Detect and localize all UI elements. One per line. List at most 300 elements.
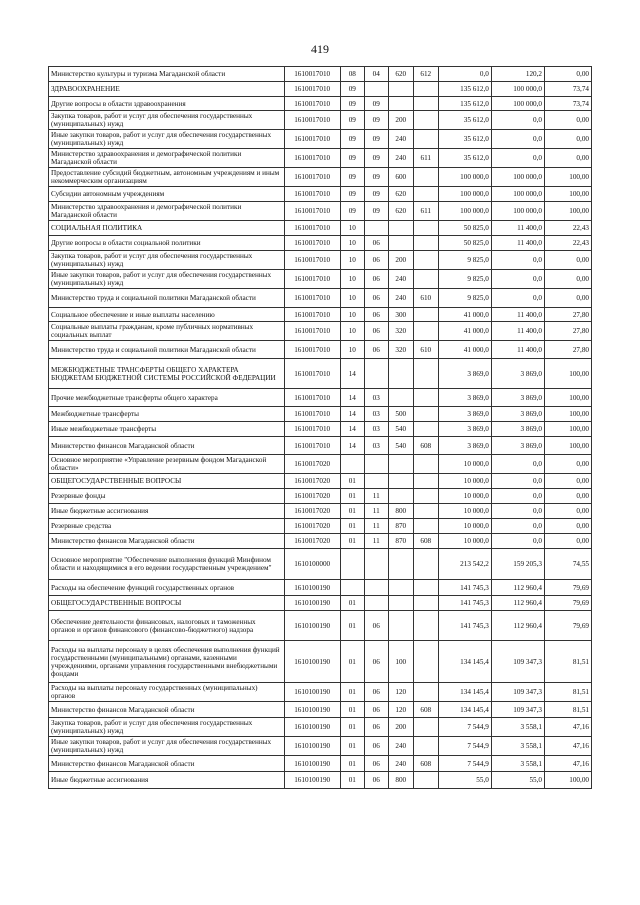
- cell-podrazdel: 06: [364, 702, 388, 718]
- cell-vid: 870: [388, 519, 413, 534]
- cell-podrazdel: 09: [364, 97, 388, 111]
- cell-vid: 300: [388, 308, 413, 322]
- cell-podrazdel: 04: [364, 67, 388, 82]
- cell-razdel: 10: [340, 270, 364, 289]
- cell-razdel: 09: [340, 149, 364, 168]
- cell-name: Расходы на выплаты персоналу в целях обеспечения выполнения функций государственными (муниципальными) органами, казенными учреждениями, органами управления государственными внебюджетными фондами: [49, 641, 285, 683]
- cell-razdel: 10: [340, 341, 364, 359]
- cell-vid: 620: [388, 67, 413, 82]
- cell-name: Резервные средства: [49, 519, 285, 534]
- cell-v3: 0,00: [545, 289, 592, 308]
- cell-vid: 870: [388, 534, 413, 549]
- cell-kvsr: [413, 308, 438, 322]
- cell-vid: 620: [388, 202, 413, 221]
- cell-v3: 0,00: [545, 474, 592, 489]
- cell-razdel: 01: [340, 474, 364, 489]
- cell-v1: 134 145,4: [438, 702, 491, 718]
- cell-v1: 7 544,9: [438, 737, 491, 756]
- cell-code: 1610017020: [284, 455, 340, 474]
- cell-kvsr: [413, 504, 438, 519]
- cell-code: 1610017010: [284, 149, 340, 168]
- cell-v1: 3 869,0: [438, 407, 491, 422]
- cell-vid: 240: [388, 756, 413, 772]
- cell-code: 1610017010: [284, 111, 340, 130]
- cell-kvsr: [413, 407, 438, 422]
- table-row: [49, 756, 592, 772]
- cell-v1: 35 612,0: [438, 149, 491, 168]
- cell-v1: 10 000,0: [438, 455, 491, 474]
- cell-v1: 7 544,9: [438, 756, 491, 772]
- cell-v3: 100,00: [545, 422, 592, 437]
- cell-v2: 11 400,0: [491, 221, 544, 236]
- cell-podrazdel: [364, 359, 388, 389]
- table-row: [49, 221, 592, 236]
- table-row: [49, 534, 592, 549]
- cell-kvsr: 608: [413, 437, 438, 455]
- cell-v2: 0,0: [491, 251, 544, 270]
- cell-v3: 73,74: [545, 97, 592, 111]
- table-row: [49, 549, 592, 580]
- cell-v3: 100,00: [545, 168, 592, 187]
- cell-v1: 134 145,4: [438, 683, 491, 702]
- cell-podrazdel: 09: [364, 168, 388, 187]
- cell-kvsr: [413, 130, 438, 149]
- cell-name: Иные межбюджетные трансферты: [49, 422, 285, 437]
- cell-vid: 120: [388, 702, 413, 718]
- cell-podrazdel: [364, 474, 388, 489]
- cell-v2: 55,0: [491, 772, 544, 789]
- cell-podrazdel: 03: [364, 437, 388, 455]
- cell-v3: 79,69: [545, 580, 592, 596]
- table-row: [49, 202, 592, 221]
- cell-name: Иные закупки товаров, работ и услуг для обеспечения государственных (муниципальных) нужд: [49, 737, 285, 756]
- cell-razdel: 09: [340, 130, 364, 149]
- cell-v3: 100,00: [545, 772, 592, 789]
- cell-v3: 0,00: [545, 455, 592, 474]
- cell-podrazdel: 11: [364, 519, 388, 534]
- cell-razdel: 14: [340, 389, 364, 407]
- cell-v3: 100,00: [545, 187, 592, 202]
- cell-podrazdel: 11: [364, 534, 388, 549]
- cell-name: Расходы на выплаты персоналу государственных (муниципальных) органов: [49, 683, 285, 702]
- table-body: [49, 67, 592, 789]
- cell-kvsr: [413, 641, 438, 683]
- cell-razdel: [340, 580, 364, 596]
- cell-razdel: 01: [340, 519, 364, 534]
- cell-v2: 0,0: [491, 289, 544, 308]
- cell-podrazdel: 09: [364, 130, 388, 149]
- cell-razdel: 09: [340, 97, 364, 111]
- cell-v1: 141 745,3: [438, 596, 491, 611]
- cell-v2: 0,0: [491, 519, 544, 534]
- cell-v1: 9 825,0: [438, 270, 491, 289]
- table-row: [49, 737, 592, 756]
- cell-kvsr: [413, 455, 438, 474]
- cell-razdel: 09: [340, 187, 364, 202]
- cell-razdel: 01: [340, 683, 364, 702]
- cell-code: 1610017010: [284, 359, 340, 389]
- cell-code: 1610017010: [284, 341, 340, 359]
- cell-podrazdel: 06: [364, 236, 388, 251]
- cell-v3: 0,00: [545, 149, 592, 168]
- cell-podrazdel: [364, 596, 388, 611]
- cell-name: Иные бюджетные ассигнования: [49, 504, 285, 519]
- cell-vid: 240: [388, 149, 413, 168]
- cell-v1: 10 000,0: [438, 489, 491, 504]
- table-row: [49, 111, 592, 130]
- cell-v1: 100 000,0: [438, 187, 491, 202]
- cell-name: Межбюджетные трансферты: [49, 407, 285, 422]
- cell-v1: 141 745,3: [438, 580, 491, 596]
- cell-name: Иные закупки товаров, работ и услуг для обеспечения государственных (муниципальных) нужд: [49, 270, 285, 289]
- cell-v2: 109 347,3: [491, 683, 544, 702]
- cell-v1: 50 825,0: [438, 221, 491, 236]
- cell-code: 1610017010: [284, 236, 340, 251]
- table-row: [49, 422, 592, 437]
- cell-podrazdel: 06: [364, 683, 388, 702]
- cell-kvsr: [413, 251, 438, 270]
- cell-razdel: 01: [340, 756, 364, 772]
- cell-v3: 0,00: [545, 270, 592, 289]
- cell-code: 1610017010: [284, 221, 340, 236]
- cell-kvsr: 611: [413, 149, 438, 168]
- cell-v1: 0,0: [438, 67, 491, 82]
- cell-v3: 47,16: [545, 737, 592, 756]
- table-row: [49, 67, 592, 82]
- cell-kvsr: [413, 359, 438, 389]
- cell-kvsr: [413, 596, 438, 611]
- cell-razdel: 14: [340, 422, 364, 437]
- table-row: [49, 389, 592, 407]
- table-row: [49, 641, 592, 683]
- cell-razdel: 09: [340, 202, 364, 221]
- cell-podrazdel: [364, 221, 388, 236]
- cell-v1: 3 869,0: [438, 437, 491, 455]
- table-row: [49, 580, 592, 596]
- cell-v3: 100,00: [545, 437, 592, 455]
- cell-razdel: 01: [340, 596, 364, 611]
- page-number: 419: [311, 42, 329, 56]
- cell-v2: 100 000,0: [491, 97, 544, 111]
- cell-code: 1610017010: [284, 251, 340, 270]
- cell-code: 1610017010: [284, 82, 340, 97]
- cell-v3: 22,43: [545, 236, 592, 251]
- cell-v3: 27,80: [545, 322, 592, 341]
- cell-v2: 3 869,0: [491, 437, 544, 455]
- cell-v2: 159 205,3: [491, 549, 544, 580]
- cell-v2: 3 869,0: [491, 422, 544, 437]
- cell-razdel: 10: [340, 289, 364, 308]
- table-row: [49, 270, 592, 289]
- cell-v2: 112 960,4: [491, 611, 544, 641]
- cell-podrazdel: 06: [364, 641, 388, 683]
- cell-razdel: 14: [340, 407, 364, 422]
- cell-code: 1610100000: [284, 549, 340, 580]
- cell-code: 1610100190: [284, 737, 340, 756]
- cell-code: 1610017010: [284, 389, 340, 407]
- cell-podrazdel: [364, 580, 388, 596]
- cell-vid: 240: [388, 270, 413, 289]
- cell-vid: 200: [388, 111, 413, 130]
- cell-podrazdel: 06: [364, 308, 388, 322]
- cell-v2: 3 869,0: [491, 359, 544, 389]
- cell-vid: 120: [388, 683, 413, 702]
- cell-kvsr: [413, 580, 438, 596]
- cell-v3: 27,80: [545, 308, 592, 322]
- cell-kvsr: 610: [413, 289, 438, 308]
- cell-podrazdel: 11: [364, 504, 388, 519]
- cell-code: 1610017020: [284, 489, 340, 504]
- cell-kvsr: [413, 322, 438, 341]
- cell-razdel: 01: [340, 489, 364, 504]
- cell-vid: 320: [388, 341, 413, 359]
- cell-v1: 9 825,0: [438, 251, 491, 270]
- table-row: [49, 455, 592, 474]
- cell-vid: [388, 489, 413, 504]
- cell-v3: 0,00: [545, 130, 592, 149]
- cell-v1: 135 612,0: [438, 97, 491, 111]
- cell-kvsr: [413, 772, 438, 789]
- cell-name: СОЦИАЛЬНАЯ ПОЛИТИКА: [49, 221, 285, 236]
- cell-name: Социальные выплаты гражданам, кроме публичных нормативных социальных выплат: [49, 322, 285, 341]
- cell-code: 1610017010: [284, 97, 340, 111]
- cell-code: 1610100190: [284, 641, 340, 683]
- cell-v3: 22,43: [545, 221, 592, 236]
- cell-kvsr: [413, 82, 438, 97]
- cell-v1: 100 000,0: [438, 168, 491, 187]
- cell-v2: 0,0: [491, 270, 544, 289]
- cell-podrazdel: 06: [364, 737, 388, 756]
- cell-v2: 0,0: [491, 111, 544, 130]
- cell-podrazdel: 06: [364, 251, 388, 270]
- cell-name: Министерство здравоохранения и демографической политики Магаданской области: [49, 149, 285, 168]
- cell-kvsr: [413, 97, 438, 111]
- cell-v1: 135 612,0: [438, 82, 491, 97]
- cell-v3: 81,51: [545, 702, 592, 718]
- cell-code: 1610017020: [284, 504, 340, 519]
- cell-podrazdel: 06: [364, 341, 388, 359]
- cell-name: Министерство культуры и туризма Магаданской области: [49, 67, 285, 82]
- cell-code: 1610017010: [284, 130, 340, 149]
- cell-podrazdel: 06: [364, 322, 388, 341]
- cell-v1: 213 542,2: [438, 549, 491, 580]
- cell-code: 1610017020: [284, 519, 340, 534]
- cell-razdel: 10: [340, 221, 364, 236]
- cell-name: Другие вопросы в области социальной политики: [49, 236, 285, 251]
- cell-kvsr: 608: [413, 756, 438, 772]
- cell-code: 1610100190: [284, 702, 340, 718]
- cell-code: 1610017020: [284, 534, 340, 549]
- table-row: [49, 519, 592, 534]
- cell-v3: 0,00: [545, 519, 592, 534]
- cell-name: Обеспечение деятельности финансовых, налоговых и таможенных органов и органов финансового (финансово-бюджетного) надзора: [49, 611, 285, 641]
- cell-v1: 10 000,0: [438, 504, 491, 519]
- cell-v2: 0,0: [491, 474, 544, 489]
- cell-podrazdel: 09: [364, 111, 388, 130]
- cell-v3: 0,00: [545, 489, 592, 504]
- cell-v2: 112 960,4: [491, 596, 544, 611]
- cell-v2: 11 400,0: [491, 308, 544, 322]
- cell-vid: [388, 455, 413, 474]
- cell-name: Иные бюджетные ассигнования: [49, 772, 285, 789]
- cell-v2: 0,0: [491, 149, 544, 168]
- cell-v2: 0,0: [491, 130, 544, 149]
- cell-razdel: 10: [340, 308, 364, 322]
- cell-kvsr: 610: [413, 341, 438, 359]
- cell-kvsr: [413, 549, 438, 580]
- cell-code: 1610100190: [284, 772, 340, 789]
- cell-v1: 9 825,0: [438, 289, 491, 308]
- cell-vid: [388, 236, 413, 251]
- cell-vid: 200: [388, 251, 413, 270]
- cell-razdel: 08: [340, 67, 364, 82]
- cell-v2: 100 000,0: [491, 82, 544, 97]
- budget-table: [48, 66, 592, 789]
- cell-v1: 10 000,0: [438, 519, 491, 534]
- cell-podrazdel: 09: [364, 187, 388, 202]
- cell-v3: 81,51: [545, 641, 592, 683]
- cell-kvsr: 611: [413, 202, 438, 221]
- cell-name: Иные закупки товаров, работ и услуг для обеспечения государственных (муниципальных) нужд: [49, 130, 285, 149]
- cell-v3: 0,00: [545, 504, 592, 519]
- cell-razdel: 01: [340, 504, 364, 519]
- cell-code: 1610017020: [284, 474, 340, 489]
- cell-vid: [388, 474, 413, 489]
- cell-code: 1610100190: [284, 580, 340, 596]
- table-row: [49, 596, 592, 611]
- cell-kvsr: [413, 474, 438, 489]
- cell-vid: 320: [388, 322, 413, 341]
- cell-kvsr: [413, 519, 438, 534]
- cell-podrazdel: 06: [364, 270, 388, 289]
- cell-v2: 109 347,3: [491, 641, 544, 683]
- cell-v2: 3 869,0: [491, 389, 544, 407]
- cell-vid: 800: [388, 772, 413, 789]
- cell-vid: 540: [388, 422, 413, 437]
- cell-vid: [388, 221, 413, 236]
- table-row: [49, 407, 592, 422]
- cell-v2: 112 960,4: [491, 580, 544, 596]
- cell-razdel: 01: [340, 737, 364, 756]
- cell-podrazdel: 09: [364, 149, 388, 168]
- cell-v1: 41 000,0: [438, 308, 491, 322]
- cell-v1: 134 145,4: [438, 641, 491, 683]
- cell-podrazdel: 06: [364, 756, 388, 772]
- cell-v3: 73,74: [545, 82, 592, 97]
- cell-vid: 540: [388, 437, 413, 455]
- cell-vid: [388, 611, 413, 641]
- cell-kvsr: [413, 683, 438, 702]
- cell-v2: 0,0: [491, 455, 544, 474]
- cell-razdel: 01: [340, 611, 364, 641]
- cell-v1: 10 000,0: [438, 474, 491, 489]
- cell-podrazdel: 03: [364, 407, 388, 422]
- cell-razdel: 09: [340, 111, 364, 130]
- cell-v1: 50 825,0: [438, 236, 491, 251]
- table-row: [49, 772, 592, 789]
- cell-vid: [388, 359, 413, 389]
- cell-v1: 7 544,9: [438, 718, 491, 737]
- cell-podrazdel: [364, 455, 388, 474]
- cell-v2: 11 400,0: [491, 341, 544, 359]
- cell-razdel: 09: [340, 82, 364, 97]
- cell-razdel: [340, 549, 364, 580]
- cell-code: 1610017010: [284, 322, 340, 341]
- table-row: [49, 437, 592, 455]
- table-row: [49, 718, 592, 737]
- table-row: [49, 168, 592, 187]
- cell-razdel: 14: [340, 359, 364, 389]
- cell-razdel: 10: [340, 251, 364, 270]
- cell-name: Министерство финансов Магаданской области: [49, 534, 285, 549]
- cell-v2: 3 558,1: [491, 737, 544, 756]
- cell-razdel: 09: [340, 168, 364, 187]
- table-row: [49, 149, 592, 168]
- cell-kvsr: 608: [413, 702, 438, 718]
- cell-code: 1610017010: [284, 289, 340, 308]
- cell-v3: 27,80: [545, 341, 592, 359]
- table-row: [49, 97, 592, 111]
- cell-vid: 200: [388, 718, 413, 737]
- cell-v1: 141 745,3: [438, 611, 491, 641]
- cell-name: Расходы на обеспечение функций государственных органов: [49, 580, 285, 596]
- cell-podrazdel: 06: [364, 718, 388, 737]
- cell-vid: 800: [388, 504, 413, 519]
- cell-v1: 10 000,0: [438, 534, 491, 549]
- cell-podrazdel: 03: [364, 389, 388, 407]
- cell-v2: 100 000,0: [491, 168, 544, 187]
- cell-code: 1610017010: [284, 67, 340, 82]
- cell-name: МЕЖБЮДЖЕТНЫЕ ТРАНСФЕРТЫ ОБЩЕГО ХАРАКТЕРА БЮДЖЕТАМ БЮДЖЕТНОЙ СИСТЕМЫ РОССИЙСКОЙ ФЕДЕРАЦИИ: [49, 359, 285, 389]
- cell-name: ОБЩЕГОСУДАРСТВЕННЫЕ ВОПРОСЫ: [49, 596, 285, 611]
- cell-kvsr: [413, 737, 438, 756]
- cell-podrazdel: [364, 549, 388, 580]
- cell-code: 1610017010: [284, 407, 340, 422]
- table-row: [49, 489, 592, 504]
- cell-kvsr: [413, 611, 438, 641]
- table-row: [49, 359, 592, 389]
- cell-code: 1610017010: [284, 187, 340, 202]
- cell-v1: 41 000,0: [438, 322, 491, 341]
- cell-v3: 0,00: [545, 534, 592, 549]
- cell-v2: 3 869,0: [491, 407, 544, 422]
- cell-v1: 35 612,0: [438, 130, 491, 149]
- cell-kvsr: [413, 168, 438, 187]
- cell-vid: [388, 580, 413, 596]
- cell-razdel: 10: [340, 236, 364, 251]
- cell-v3: 74,55: [545, 549, 592, 580]
- cell-podrazdel: 03: [364, 422, 388, 437]
- cell-vid: 240: [388, 289, 413, 308]
- table-row: [49, 322, 592, 341]
- cell-code: 1610100190: [284, 756, 340, 772]
- cell-razdel: 10: [340, 322, 364, 341]
- cell-v1: 41 000,0: [438, 341, 491, 359]
- cell-v2: 120,2: [491, 67, 544, 82]
- cell-v2: 3 558,1: [491, 756, 544, 772]
- cell-v3: 79,69: [545, 611, 592, 641]
- cell-name: ОБЩЕГОСУДАРСТВЕННЫЕ ВОПРОСЫ: [49, 474, 285, 489]
- cell-v2: 0,0: [491, 489, 544, 504]
- cell-podrazdel: 06: [364, 611, 388, 641]
- cell-name: Закупка товаров, работ и услуг для обеспечения государственных (муниципальных) нужд: [49, 111, 285, 130]
- cell-vid: [388, 549, 413, 580]
- cell-v3: 100,00: [545, 389, 592, 407]
- cell-kvsr: [413, 718, 438, 737]
- cell-name: Министерство финансов Магаданской области: [49, 756, 285, 772]
- cell-name: Закупка товаров, работ и услуг для обеспечения государственных (муниципальных) нужд: [49, 718, 285, 737]
- cell-name: Основное мероприятие «Управление резервным фондом Магаданской области»: [49, 455, 285, 474]
